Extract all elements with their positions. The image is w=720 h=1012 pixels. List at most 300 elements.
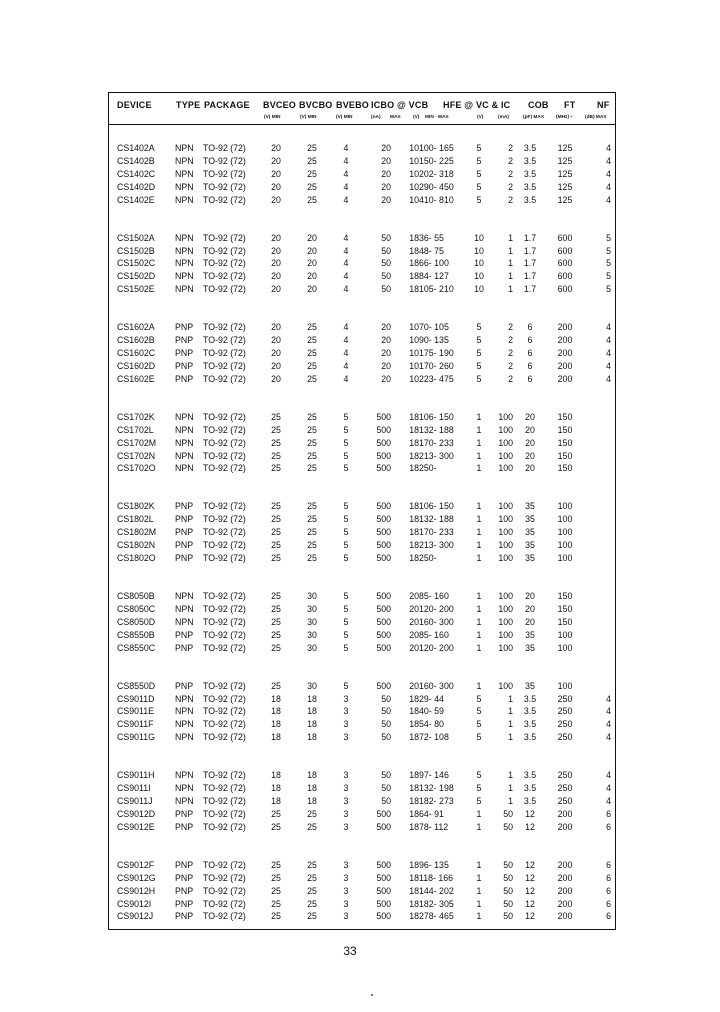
cell-ft: 250 bbox=[557, 706, 573, 717]
cell-device: CS1502A bbox=[117, 232, 155, 243]
cell-cob: 20 bbox=[525, 603, 535, 614]
cell-ft: 150 bbox=[557, 411, 573, 422]
cell-package: TO-92 (72) bbox=[203, 194, 246, 205]
cell-ic: 100 bbox=[498, 424, 513, 435]
cell-icbo: 50 bbox=[381, 245, 391, 256]
cell-icbo: 50 bbox=[381, 258, 391, 269]
cell-package: TO-92 (72) bbox=[203, 463, 246, 474]
cell-cob: 3.5 bbox=[523, 783, 537, 794]
cell-vcb: 18 bbox=[409, 540, 419, 551]
cell-package: TO-92 (72) bbox=[203, 348, 246, 358]
cell-icbo: 20 bbox=[381, 155, 391, 166]
cell-cob: 3.5 bbox=[523, 693, 537, 704]
cell-package: TO-92 (72) bbox=[203, 553, 246, 563]
cell-bvcbo: 25 bbox=[307, 859, 317, 870]
cell-hfe: 290- 450 bbox=[419, 181, 454, 192]
cell-ft: 150 bbox=[557, 437, 573, 448]
cell-icbo: 500 bbox=[376, 642, 391, 653]
cell-bvceo: 25 bbox=[271, 616, 281, 627]
cell-bvceo: 25 bbox=[271, 859, 281, 870]
cell-bvceo: 25 bbox=[271, 629, 281, 640]
header-ft: FT bbox=[564, 100, 576, 110]
cell-package: TO-92 (72) bbox=[203, 706, 246, 717]
cell-bvebo: 5 bbox=[343, 424, 349, 435]
cell-device: CS1402E bbox=[117, 194, 155, 205]
cell-bvebo: 3 bbox=[343, 885, 349, 896]
cell-cob: 1.7 bbox=[523, 245, 537, 256]
cell-bvcbo: 25 bbox=[307, 168, 317, 179]
cell-ic: 100 bbox=[498, 501, 513, 512]
page-number: 33 bbox=[343, 944, 357, 958]
cell-device: CS1502D bbox=[117, 271, 156, 282]
cell-cob: 6 bbox=[527, 322, 533, 333]
cell-bvebo: 3 bbox=[343, 859, 349, 870]
cell-ft: 200 bbox=[557, 373, 573, 384]
cell-vcb: 18 bbox=[409, 821, 419, 832]
cell-bvceo: 20 bbox=[271, 143, 281, 153]
cell-package: TO-92 (72) bbox=[203, 616, 246, 627]
cell-bvebo: 5 bbox=[343, 463, 349, 474]
cell-cob: 1.7 bbox=[523, 258, 537, 269]
cell-vcb: 18 bbox=[409, 411, 419, 422]
cell-bvcbo: 25 bbox=[307, 348, 317, 358]
cell-hfe: 66- 100 bbox=[419, 258, 449, 269]
cell-bvceo: 25 bbox=[271, 424, 281, 435]
cell-device: CS1802L bbox=[117, 514, 154, 525]
subheader-hfe: MIN - MAX bbox=[425, 115, 449, 120]
cell-type: NPN bbox=[175, 796, 194, 806]
cell-bvebo: 3 bbox=[343, 898, 349, 909]
cell-bvceo: 25 bbox=[271, 603, 281, 614]
cell-icbo: 500 bbox=[376, 437, 391, 448]
cell-vcb: 18 bbox=[409, 898, 419, 909]
cell-bvcbo: 20 bbox=[307, 245, 317, 256]
cell-bvebo: 3 bbox=[343, 732, 349, 743]
cell-vcb: 18 bbox=[409, 859, 419, 870]
cell-cob: 3.5 bbox=[523, 194, 537, 205]
cell-ic: 50 bbox=[503, 821, 513, 832]
cell-vcb: 18 bbox=[409, 719, 419, 730]
cell-bvceo: 18 bbox=[271, 719, 281, 730]
cell-icbo: 20 bbox=[381, 181, 391, 192]
cell-vcb: 10 bbox=[409, 335, 419, 346]
cell-bvcbo: 25 bbox=[307, 463, 317, 474]
cell-bvebo: 3 bbox=[343, 821, 349, 832]
cell-package: TO-92 (72) bbox=[203, 770, 246, 781]
cell-hfe: 120- 200 bbox=[419, 642, 454, 653]
cell-ft: 200 bbox=[557, 360, 573, 371]
cell-package: TO-92 (72) bbox=[203, 732, 246, 743]
cell-nf: 6 bbox=[606, 859, 611, 870]
subheader-vc: (V) bbox=[477, 115, 484, 120]
cell-bvceo: 18 bbox=[271, 732, 281, 743]
cell-device: CS9012D bbox=[117, 808, 156, 819]
cell-type: PNP bbox=[175, 348, 194, 358]
cell-ft: 100 bbox=[557, 514, 573, 525]
cell-ic: 100 bbox=[498, 680, 513, 691]
cell-type: NPN bbox=[175, 143, 194, 153]
cell-device: CS8550B bbox=[117, 629, 155, 640]
cell-bvebo: 4 bbox=[343, 360, 349, 371]
cell-icbo: 20 bbox=[381, 168, 391, 179]
cell-bvebo: 4 bbox=[343, 271, 349, 282]
cell-icbo: 20 bbox=[381, 335, 391, 346]
cell-device: CS9012J bbox=[117, 911, 154, 922]
cell-hfe: 182- 305 bbox=[419, 898, 454, 909]
cell-nf: 6 bbox=[606, 872, 611, 883]
cell-nf: 6 bbox=[606, 885, 611, 896]
cell-package: TO-92 (72) bbox=[203, 911, 246, 922]
cell-bvebo: 4 bbox=[343, 245, 349, 256]
header-package: PACKAGE bbox=[204, 100, 250, 110]
cell-ic: 100 bbox=[498, 527, 513, 538]
cell-package: TO-92 (72) bbox=[203, 181, 246, 192]
cell-type: NPN bbox=[175, 271, 194, 282]
cell-vcb: 18 bbox=[409, 796, 419, 806]
cell-bvceo: 25 bbox=[271, 411, 281, 422]
cell-nf: 4 bbox=[606, 322, 611, 333]
cell-vcb: 18 bbox=[409, 872, 419, 883]
cell-ic: 100 bbox=[498, 603, 513, 614]
cell-ic: 1 bbox=[508, 258, 513, 269]
cell-cob: 3.5 bbox=[523, 155, 537, 166]
cell-ft: 250 bbox=[557, 783, 573, 794]
cell-package: TO-92 (72) bbox=[203, 335, 246, 346]
cell-nf: 4 bbox=[606, 732, 611, 743]
cell-bvceo: 20 bbox=[271, 322, 281, 333]
cell-bvebo: 4 bbox=[343, 168, 349, 179]
cell-vcb: 20 bbox=[409, 680, 419, 691]
cell-nf: 4 bbox=[606, 155, 611, 166]
cell-device: CS8550D bbox=[117, 680, 156, 691]
cell-icbo: 50 bbox=[381, 796, 391, 806]
cell-type: NPN bbox=[175, 411, 194, 422]
cell-bvcbo: 25 bbox=[307, 885, 317, 896]
cell-type: NPN bbox=[175, 616, 194, 627]
cell-hfe: 106- 150 bbox=[419, 501, 454, 512]
cell-package: TO-92 (72) bbox=[203, 232, 246, 243]
cell-bvceo: 18 bbox=[271, 796, 281, 806]
cell-bvebo: 5 bbox=[343, 591, 349, 601]
cell-ic: 1 bbox=[508, 693, 513, 704]
cell-cob: 3.5 bbox=[523, 770, 537, 781]
cell-nf: 6 bbox=[606, 821, 611, 832]
cell-icbo: 20 bbox=[381, 373, 391, 384]
cell-ft: 200 bbox=[557, 335, 573, 346]
header-nf: NF bbox=[597, 100, 610, 110]
cell-device: CS8050C bbox=[117, 603, 156, 614]
cell-package: TO-92 (72) bbox=[203, 540, 246, 551]
subheader-bvebo: (V) MIN bbox=[336, 115, 353, 120]
cell-bvceo: 25 bbox=[271, 911, 281, 922]
cell-device: CS1802K bbox=[117, 501, 155, 512]
cell-bvebo: 5 bbox=[343, 680, 349, 691]
cell-vc: 5 bbox=[476, 335, 482, 346]
cell-ft: 200 bbox=[557, 322, 573, 333]
cell-ic: 1 bbox=[508, 284, 513, 295]
cell-cob: 3.5 bbox=[523, 143, 537, 153]
cell-package: TO-92 (72) bbox=[203, 322, 246, 333]
cell-device: CS1802M bbox=[117, 527, 157, 538]
header-bvcbo: BVCBO bbox=[299, 100, 333, 110]
cell-package: TO-92 (72) bbox=[203, 143, 246, 153]
cell-hfe: 278- 465 bbox=[419, 911, 454, 922]
cell-device: CS1402C bbox=[117, 168, 156, 179]
cell-bvcbo: 30 bbox=[307, 603, 317, 614]
cell-nf: 4 bbox=[606, 373, 611, 384]
cell-bvcbo: 25 bbox=[307, 514, 317, 525]
cell-device: CS1502B bbox=[117, 245, 155, 256]
cell-vc: 1 bbox=[476, 540, 482, 551]
cell-icbo: 500 bbox=[376, 527, 391, 538]
cell-ft: 250 bbox=[557, 719, 573, 730]
cell-ft: 600 bbox=[557, 271, 573, 282]
cell-device: CS1402A bbox=[117, 143, 155, 153]
cell-vc: 1 bbox=[476, 437, 482, 448]
cell-package: TO-92 (72) bbox=[203, 898, 246, 909]
cell-package: TO-92 (72) bbox=[203, 885, 246, 896]
cell-nf: 6 bbox=[606, 808, 611, 819]
cell-bvebo: 3 bbox=[343, 693, 349, 704]
cell-type: NPN bbox=[175, 181, 194, 192]
subheader-vcb: (V) bbox=[413, 115, 420, 120]
cell-ft: 600 bbox=[557, 258, 573, 269]
cell-type: NPN bbox=[175, 450, 194, 461]
cell-icbo: 50 bbox=[381, 732, 391, 743]
cell-device: CS1702N bbox=[117, 450, 156, 461]
cell-vcb: 10 bbox=[409, 168, 419, 179]
cell-type: NPN bbox=[175, 437, 194, 448]
cell-type: NPN bbox=[175, 783, 194, 794]
cell-device: CS9012I bbox=[117, 898, 152, 909]
cell-hfe: 78- 112 bbox=[419, 821, 449, 832]
cell-vc: 5 bbox=[476, 783, 482, 794]
cell-type: NPN bbox=[175, 603, 194, 614]
cell-bvcbo: 25 bbox=[307, 898, 317, 909]
cell-bvcbo: 20 bbox=[307, 284, 317, 295]
cell-nf: 6 bbox=[606, 911, 611, 922]
cell-cob: 6 bbox=[527, 360, 533, 371]
cell-ft: 600 bbox=[557, 245, 573, 256]
cell-bvebo: 5 bbox=[343, 642, 349, 653]
cell-bvceo: 25 bbox=[271, 450, 281, 461]
cell-bvcbo: 30 bbox=[307, 680, 317, 691]
cell-device: CS9011J bbox=[117, 796, 153, 806]
cell-ft: 200 bbox=[557, 348, 573, 358]
cell-bvebo: 5 bbox=[343, 411, 349, 422]
cell-bvcbo: 25 bbox=[307, 553, 317, 563]
cell-vcb: 18 bbox=[409, 245, 419, 256]
cell-type: NPN bbox=[175, 706, 194, 717]
cell-type: PNP bbox=[175, 540, 194, 551]
cell-device: CS9012E bbox=[117, 821, 155, 832]
cell-type: PNP bbox=[175, 553, 194, 563]
cell-device: CS9012H bbox=[117, 885, 156, 896]
cell-ic: 1 bbox=[508, 719, 513, 730]
cell-vcb: 18 bbox=[409, 463, 419, 474]
cell-hfe: 90- 135 bbox=[419, 335, 449, 346]
cell-bvceo: 20 bbox=[271, 284, 281, 295]
cell-device: CS1502E bbox=[117, 284, 155, 295]
cell-device: CS1602B bbox=[117, 335, 155, 346]
header-type: TYPE bbox=[176, 100, 201, 110]
cell-hfe: 106- 150 bbox=[419, 411, 454, 422]
cell-package: TO-92 (72) bbox=[203, 872, 246, 883]
cell-bvceo: 25 bbox=[271, 501, 281, 512]
cell-type: NPN bbox=[175, 194, 194, 205]
cell-hfe: 96- 135 bbox=[419, 859, 449, 870]
cell-vc: 5 bbox=[476, 194, 482, 205]
cell-ic: 50 bbox=[503, 898, 513, 909]
cell-bvcbo: 25 bbox=[307, 373, 317, 384]
cell-ft: 125 bbox=[557, 155, 573, 166]
subheader-bvcbo: (V) MIN bbox=[300, 115, 317, 120]
cell-ft: 200 bbox=[557, 808, 573, 819]
cell-bvceo: 25 bbox=[271, 680, 281, 691]
cell-package: TO-92 (72) bbox=[203, 450, 246, 461]
cell-icbo: 500 bbox=[376, 514, 391, 525]
cell-ic: 2 bbox=[508, 194, 513, 205]
cell-package: TO-92 (72) bbox=[203, 258, 246, 269]
cell-hfe: 100- 165 bbox=[419, 143, 454, 153]
cell-bvcbo: 25 bbox=[307, 540, 317, 551]
cell-ft: 100 bbox=[557, 527, 573, 538]
cell-type: PNP bbox=[175, 629, 194, 640]
header-icbo-vcb: ICBO @ VCB bbox=[371, 100, 429, 110]
cell-package: TO-92 (72) bbox=[203, 168, 246, 179]
cell-icbo: 500 bbox=[376, 680, 391, 691]
cell-ic: 2 bbox=[508, 348, 513, 358]
cell-ic: 50 bbox=[503, 885, 513, 896]
cell-package: TO-92 (72) bbox=[203, 527, 246, 538]
cell-package: TO-92 (72) bbox=[203, 437, 246, 448]
cell-type: PNP bbox=[175, 642, 194, 653]
cell-nf: 5 bbox=[606, 232, 611, 243]
cell-icbo: 500 bbox=[376, 859, 391, 870]
cell-ic: 100 bbox=[498, 591, 513, 601]
cell-vcb: 10 bbox=[409, 181, 419, 192]
cell-icbo: 500 bbox=[376, 808, 391, 819]
cell-type: PNP bbox=[175, 821, 194, 832]
cell-hfe: 132- 198 bbox=[419, 783, 454, 794]
cell-package: TO-92 (72) bbox=[203, 859, 246, 870]
cell-device: CS1602D bbox=[117, 360, 156, 371]
cell-bvcbo: 30 bbox=[307, 642, 317, 653]
cell-hfe: 85- 160 bbox=[419, 591, 449, 601]
cell-bvebo: 5 bbox=[343, 514, 349, 525]
cell-ft: 200 bbox=[557, 911, 573, 922]
cell-bvceo: 25 bbox=[271, 885, 281, 896]
cell-icbo: 50 bbox=[381, 770, 391, 781]
cell-ft: 125 bbox=[557, 194, 573, 205]
cell-ft: 200 bbox=[557, 872, 573, 883]
cell-bvcbo: 25 bbox=[307, 322, 317, 333]
cell-icbo: 500 bbox=[376, 872, 391, 883]
cell-vcb: 18 bbox=[409, 911, 419, 922]
cell-ic: 2 bbox=[508, 322, 513, 333]
cell-type: NPN bbox=[175, 463, 194, 474]
cell-device: CS8050B bbox=[117, 591, 155, 601]
datasheet-table bbox=[108, 92, 616, 930]
header-bvebo: BVEBO bbox=[336, 100, 370, 110]
cell-vcb: 18 bbox=[409, 232, 419, 243]
cell-vcb: 18 bbox=[409, 732, 419, 743]
cell-type: PNP bbox=[175, 859, 194, 870]
cell-device: CS1602A bbox=[117, 322, 155, 333]
cell-hfe: 160- 300 bbox=[419, 680, 454, 691]
cell-device: CS1802N bbox=[117, 540, 156, 551]
cell-bvceo: 25 bbox=[271, 463, 281, 474]
cell-vcb: 18 bbox=[409, 258, 419, 269]
cell-bvcbo: 25 bbox=[307, 411, 317, 422]
cell-bvebo: 4 bbox=[343, 258, 349, 269]
cell-ic: 1 bbox=[508, 245, 513, 256]
subheader-ic: (mA) bbox=[498, 115, 509, 120]
cell-nf: 4 bbox=[606, 796, 611, 806]
cell-vc: 1 bbox=[476, 411, 482, 422]
cell-nf: 5 bbox=[606, 271, 611, 282]
cell-ic: 2 bbox=[508, 360, 513, 371]
cell-icbo: 50 bbox=[381, 232, 391, 243]
cell-ft: 150 bbox=[557, 424, 573, 435]
cell-bvcbo: 20 bbox=[307, 232, 317, 243]
cell-vcb: 18 bbox=[409, 770, 419, 781]
cell-ft: 100 bbox=[557, 629, 573, 640]
cell-type: PNP bbox=[175, 360, 194, 371]
header-device: DEVICE bbox=[117, 100, 152, 110]
cell-bvebo: 3 bbox=[343, 872, 349, 883]
cell-hfe: 70- 105 bbox=[419, 322, 449, 333]
cell-ic: 2 bbox=[508, 181, 513, 192]
cell-package: TO-92 (72) bbox=[203, 501, 246, 512]
cell-vcb: 18 bbox=[409, 271, 419, 282]
cell-hfe: 170- 233 bbox=[419, 437, 454, 448]
cell-vc: 5 bbox=[476, 706, 482, 717]
cell-device: CS9011I bbox=[117, 783, 151, 794]
cell-cob: 12 bbox=[525, 898, 535, 909]
cell-icbo: 500 bbox=[376, 821, 391, 832]
cell-bvebo: 4 bbox=[343, 181, 349, 192]
cell-bvebo: 4 bbox=[343, 155, 349, 166]
cell-device: CS1602C bbox=[117, 348, 156, 358]
subheader-ft: (MHz) • bbox=[556, 115, 573, 120]
cell-type: PNP bbox=[175, 680, 194, 691]
cell-device: CS1702O bbox=[117, 463, 156, 474]
cell-bvcbo: 18 bbox=[307, 770, 317, 781]
cell-vcb: 18 bbox=[409, 783, 419, 794]
cell-vc: 1 bbox=[476, 527, 482, 538]
cell-ic: 50 bbox=[503, 808, 513, 819]
cell-bvcbo: 20 bbox=[307, 258, 317, 269]
cell-package: TO-92 (72) bbox=[203, 514, 246, 525]
cell-type: NPN bbox=[175, 168, 194, 179]
cell-vcb: 18 bbox=[409, 437, 419, 448]
cell-cob: 12 bbox=[525, 885, 535, 896]
cell-ic: 100 bbox=[498, 450, 513, 461]
cell-device: CS8550C bbox=[117, 642, 156, 653]
cell-ic: 50 bbox=[503, 911, 513, 922]
cell-nf: 4 bbox=[606, 360, 611, 371]
cell-bvcbo: 25 bbox=[307, 335, 317, 346]
cell-ft: 250 bbox=[557, 796, 573, 806]
cell-vc: 5 bbox=[476, 732, 482, 743]
cell-vcb: 10 bbox=[409, 373, 419, 384]
cell-vc: 1 bbox=[476, 501, 482, 512]
cell-vcb: 10 bbox=[409, 348, 419, 358]
cell-nf: 4 bbox=[606, 770, 611, 781]
cell-device: CS9012G bbox=[117, 872, 156, 883]
cell-cob: 35 bbox=[525, 540, 535, 551]
